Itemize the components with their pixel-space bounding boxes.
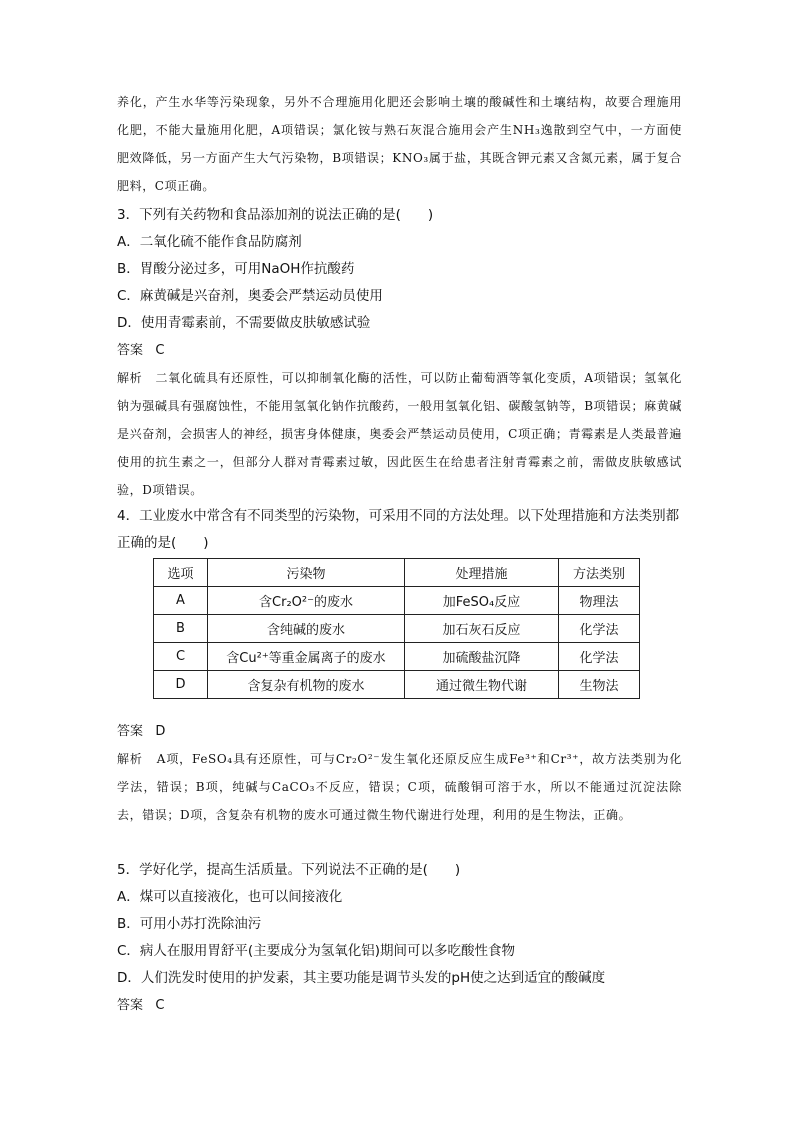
q4-analysis-text: A项，FeSO₄具有还原性，可与Cr₂O²⁻发生氧化还原反应生成Fe³⁺和Cr³⁺，故方法类别为化学法，错误；B项，纯碱与CaCO₃不反应，错误；C项，硫酸铜可溶于水，所以不能通过沉淀法除去，错误；D项，含复杂有机物的废水可通过微生物代谢进行处理，利用的是生物法，正确。 — [117, 752, 682, 822]
q3-answer-label: 答案 — [117, 343, 144, 358]
q5-option-d: D．人们洗发时使用的护发素，其主要功能是调节头发的pH使之达到适宜的酸碱度 — [117, 970, 606, 986]
table-cell: 物理法 — [559, 587, 640, 615]
q5-option-a: A．煤可以直接液化，也可以间接液化 — [117, 889, 343, 905]
table-cell: 化学法 — [559, 643, 640, 671]
q3-analysis — [117, 364, 682, 504]
q3-analysis-label: 解析 — [117, 371, 143, 385]
q3-answer-value: C — [155, 343, 165, 358]
q4-answer-line — [117, 722, 165, 742]
table-cell: C — [154, 643, 208, 671]
table-row — [154, 671, 640, 699]
q5-answer-label: 答案 — [117, 998, 144, 1013]
table-header-cell: 选项 — [154, 559, 208, 587]
table-header-cell: 方法类别 — [559, 559, 640, 587]
table-header-cell: 污染物 — [208, 559, 405, 587]
previous-analysis-text: 养化，产生水华等污染现象，另外不合理施用化肥还会影响土壤的酸碱性和土壤结构，故要合理施用化肥，不能大量施用化肥，A项错误；氯化铵与熟石灰混合施用会产生NH₃逸散到空气中，一方面使肥效降低，另一方面产生大气污染物，B项错误；KNO₃属于盐，其既含钾元素又含氮元素，属于复合肥料，C项正确。 — [117, 95, 682, 193]
q3-stem: 3．下列有关药物和食品添加剂的说法正确的是( ) — [117, 207, 434, 223]
q4-analysis-label: 解析 — [117, 752, 143, 766]
q4-answer-label: 答案 — [117, 724, 144, 739]
table-cell: 化学法 — [559, 615, 640, 643]
table-cell: 加FeSO₄反应 — [405, 587, 559, 615]
q4-stem: 4．工业废水中常含有不同类型的污染物，可采用不同的方法处理。以下处理措施和方法类别都正确的是( ) — [117, 508, 680, 551]
table-row — [154, 587, 640, 615]
table-header-cell: 处理措施 — [405, 559, 559, 587]
table-cell: 生物法 — [559, 671, 640, 699]
q5-answer-line — [117, 996, 165, 1016]
table-cell: 加石灰石反应 — [405, 615, 559, 643]
q4-analysis — [117, 745, 682, 829]
table-cell: 含Cu²⁺等重金属离子的废水 — [208, 643, 405, 671]
q5-stem: 5．学好化学，提高生活质量。下列说法不正确的是( ) — [117, 862, 461, 878]
table-cell: D — [154, 671, 208, 699]
table-cell: B — [154, 615, 208, 643]
q5-option-b: B．可用小苏打洗除油污 — [117, 916, 262, 932]
table-cell: 加硫酸盐沉降 — [405, 643, 559, 671]
pollution-table — [153, 558, 640, 699]
table-cell: 通过微生物代谢 — [405, 671, 559, 699]
q3-answer-line — [117, 341, 165, 361]
table-cell: A — [154, 587, 208, 615]
q3-option-c: C．麻黄碱是兴奋剂，奥委会严禁运动员使用 — [117, 288, 383, 304]
table-header-row — [154, 559, 640, 587]
q3-analysis-text: 二氧化硫具有还原性，可以抑制氧化酶的活性，可以防止葡萄酒等氧化变质，A项错误；氢氧化钠为强碱具有强腐蚀性，不能用氢氧化钠作抗酸药，一般用氢氧化铝、碳酸氢钠等，B项错误；麻黄碱是兴奋剂，会损害人的神经，损害身体健康，奥委会严禁运动员使用，C项正确；青霉素是人类最普遍使用的抗生素之一，但部分人群对青霉素过敏，因此医生在给患者注射青霉素之前，需做皮肤敏感试验，D项错误。 — [117, 371, 682, 497]
table-row — [154, 615, 640, 643]
q5-answer-value: C — [155, 998, 165, 1013]
table-cell: 含纯碱的废水 — [208, 615, 405, 643]
q3-option-b: B．胃酸分泌过多，可用NaOH作抗酸药 — [117, 261, 355, 277]
table-cell: 含复杂有机物的废水 — [208, 671, 405, 699]
q4-answer-value: D — [155, 724, 166, 739]
table-row — [154, 643, 640, 671]
q5-option-c: C．病人在服用胃舒平(主要成分为氢氧化铝)期间可以多吃酸性食物 — [117, 943, 515, 959]
q3-option-a: A．二氧化硫不能作食品防腐剂 — [117, 234, 302, 250]
q3-option-d: D．使用青霉素前，不需要做皮肤敏感试验 — [117, 315, 371, 331]
table-cell: 含Cr₂O²⁻的废水 — [208, 587, 405, 615]
